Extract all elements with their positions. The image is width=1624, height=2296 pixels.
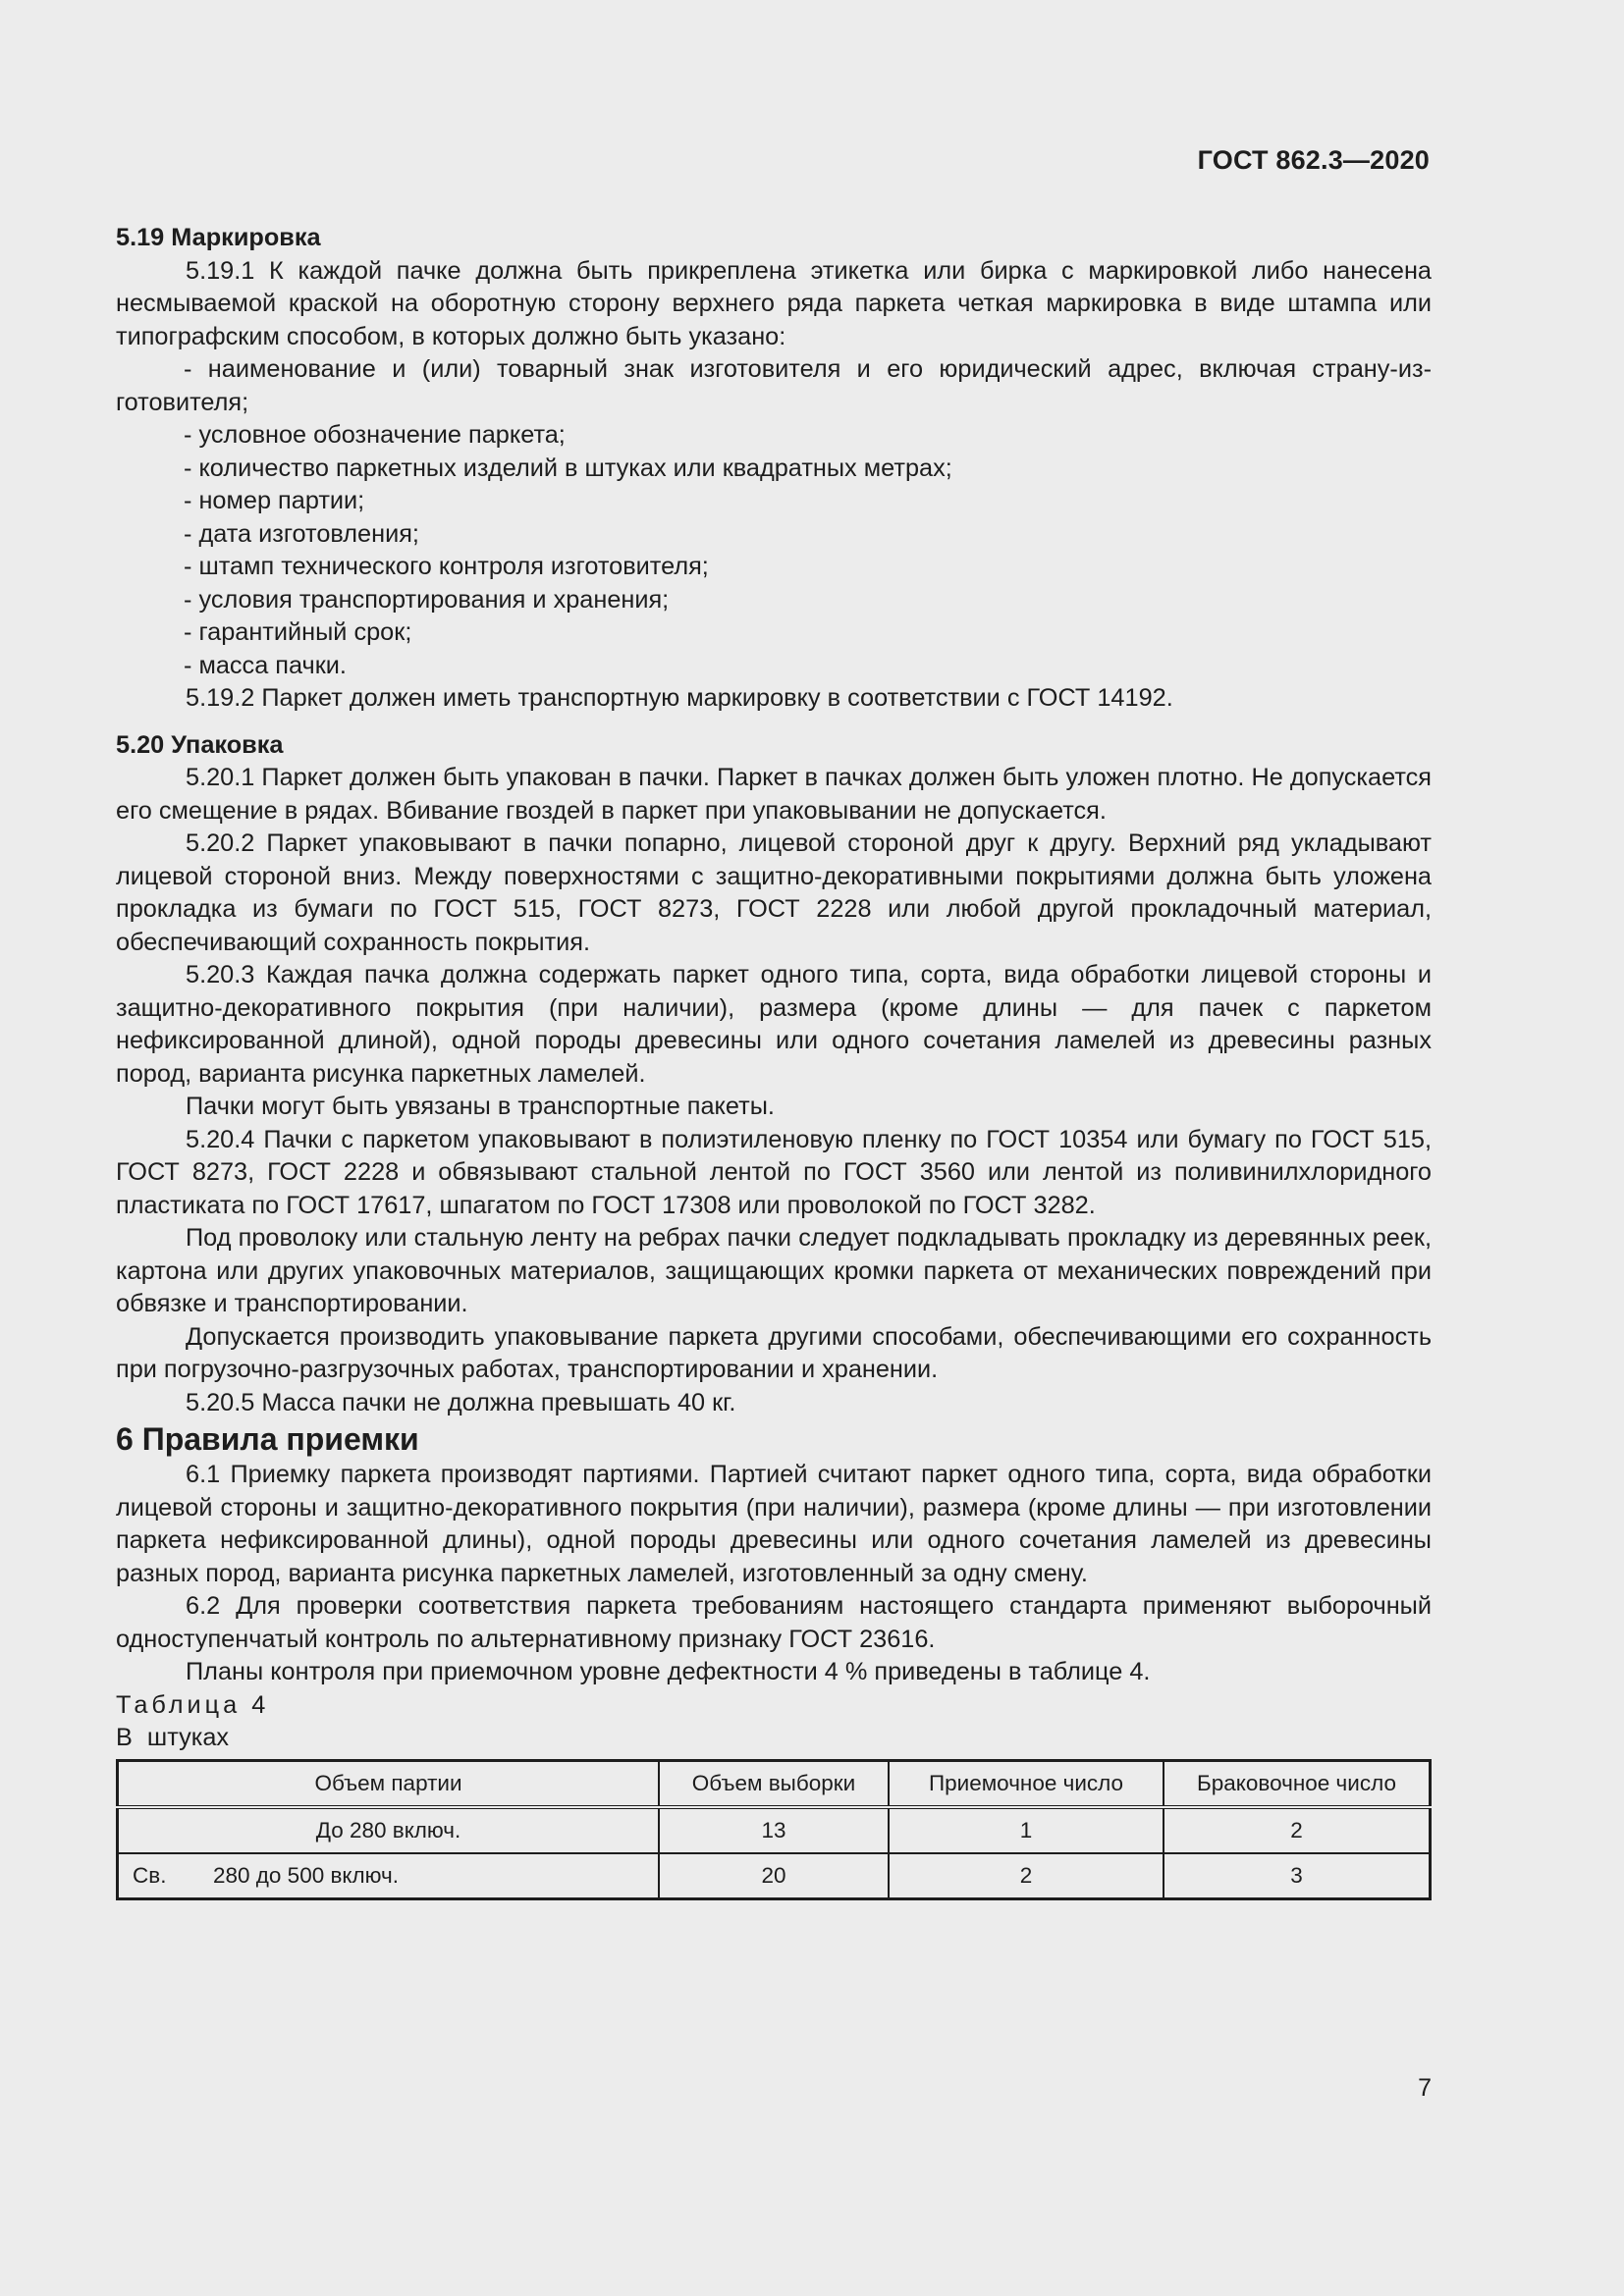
list-item: - условия транспортирования и хранения;	[184, 585, 670, 614]
column-header-sample: Объем выборки	[659, 1760, 889, 1807]
section-heading-5-19: 5.19 Маркировка	[116, 224, 321, 251]
column-header-accept: Приемочное число	[889, 1760, 1164, 1807]
table-row	[118, 1853, 1431, 1899]
table-header-row	[118, 1760, 1431, 1807]
list-item: - дата изготовления;	[184, 519, 419, 548]
paragraph-5-20-4-other: Допускается производить упаковывание паркета другими способами, обеспечивающими его сохранность при погрузочно-разгрузочных работах, транспортировании и хранении.	[116, 1322, 1432, 1383]
paragraph-5-19-1: 5.19.1 К каждой пачке должна быть прикреплена этикетка или бирка с маркировкой либо нанесена несмываемой краской на оборотную сторону верхнего ряда паркета четкая маркировка в виде штампа или типографским способом, в которых должно быть указано:	[116, 256, 1432, 350]
list-item: - масса пачки.	[184, 651, 347, 679]
document-header: ГОСТ 862.3—2020	[1197, 145, 1430, 175]
paragraph-6-2-plans: Планы контроля при приемочном уровне дефектности 4 % приведены в таблице 4.	[186, 1658, 1151, 1685]
cell-accept: 1	[889, 1807, 1164, 1853]
table-caption: Таблица 4	[116, 1690, 270, 1719]
column-header-batch: Объем партии	[118, 1760, 660, 1807]
paragraph-5-20-2: 5.20.2 Паркет упаковывают в пачки попарно, лицевой стороной друг к другу. Верхний ряд укладывают лицевой стороной вниз. Между поверхностями с защитно-декоративными покрытиями должна быть уложена прокладка из бумаги по ГОСТ 515, ГОСТ 8273, ГОСТ 2228 или любой другой прокладочный материал, обеспечивающий сохранность покрытия.	[116, 829, 1432, 956]
paragraph-6-1: 6.1 Приемку паркета производят партиями. Партией считают паркет одного типа, сорта, вида обработки лицевой стороны и защитно-декоративного покрытия (при наличии), размера (кроме длины — при изготовлении паркета нефиксированной длины), одной породы древесины или одного сочетания ламелей из древесины разных пород, варианта рисунка паркетных ламелей, изготовленный за одну смену.	[116, 1461, 1432, 1587]
list-item: - номер партии;	[184, 487, 365, 514]
paragraph-5-20-1: 5.20.1 Паркет должен быть упакован в пачки. Паркет в пачках должен быть уложен плотно. Не допускается его смещение в рядах. Вбивание гвоздей в паркет при упаковывании не допускается.	[116, 764, 1432, 825]
cell-sample: 13	[659, 1807, 889, 1853]
table-units: В штуках	[116, 1724, 230, 1751]
section-heading-5-20: 5.20 Упаковка	[116, 730, 284, 759]
cell-reject: 3	[1164, 1853, 1431, 1899]
page-number: 7	[1418, 2074, 1432, 2102]
marking-list	[116, 353, 1432, 682]
cell-sample: 20	[659, 1853, 889, 1899]
chapter-heading-6: 6 Правила приемки	[116, 1421, 419, 1457]
cell-batch-prefix: Св.	[133, 1862, 167, 1888]
cell-batch	[118, 1853, 660, 1899]
cell-batch: До 280 включ.	[118, 1807, 660, 1853]
table-4	[116, 1759, 1432, 1900]
paragraph-6-2: 6.2 Для проверки соответствия паркета требованиям настоящего стандарта применяют выборочный одноступенчатый контроль по альтернативному признаку ГОСТ 23616.	[116, 1592, 1432, 1653]
list-item: - количество паркетных изделий в штуках или квадратных метрах;	[184, 454, 952, 482]
column-header-reject: Браковочное число	[1164, 1760, 1431, 1807]
paragraph-5-20-3-note: Пачки могут быть увязаны в транспортные пакеты.	[186, 1093, 775, 1120]
cell-batch-range: 280 до 500 включ.	[213, 1862, 400, 1888]
paragraph-5-19-2: 5.19.2 Паркет должен иметь транспортную маркировку в соответствии с ГОСТ 14192.	[186, 684, 1173, 712]
table-row	[118, 1807, 1431, 1853]
list-item: - гарантийный срок;	[184, 618, 412, 646]
list-item: - штамп технического контроля изготовителя;	[184, 553, 709, 580]
cell-accept: 2	[889, 1853, 1164, 1899]
paragraph-5-20-3: 5.20.3 Каждая пачка должна содержать паркет одного типа, сорта, вида обработки лицевой стороны и защитно-декоративного покрытия (при наличии), размера (кроме длины — для пачек с паркетом нефиксированной длиной), одной породы древесины или одного сочетания ламелей из древесины разных пород, варианта рисунка паркетных ламелей.	[116, 961, 1432, 1088]
document-body	[116, 222, 1432, 1900]
paragraph-5-20-4-wire: Под проволоку или стальную ленту на ребрах пачки следует подкладывать прокладку из деревянных реек, картона или других упаковочных материалов, защищающих кромки паркета от механических повреждений при обвязке и транспортировании.	[116, 1224, 1432, 1317]
list-item: - условное обозначение паркета;	[184, 421, 566, 449]
list-item: - наименование и (или) товарный знак изготовителя и его юридический адрес, включая страну-изготовителя;	[116, 355, 1432, 416]
paragraph-5-20-4: 5.20.4 Пачки с паркетом упаковывают в полиэтиленовую пленку по ГОСТ 10354 или бумагу по ГОСТ 515, ГОСТ 8273, ГОСТ 2228 и обвязывают стальной лентой по ГОСТ 3560 или лентой из поливинилхлоридного пластиката по ГОСТ 17617, шпагатом по ГОСТ 17308 или проволокой по ГОСТ 3282.	[116, 1125, 1432, 1219]
cell-reject: 2	[1164, 1807, 1431, 1853]
paragraph-5-20-5: 5.20.5 Масса пачки не должна превышать 40 кг.	[186, 1388, 736, 1416]
